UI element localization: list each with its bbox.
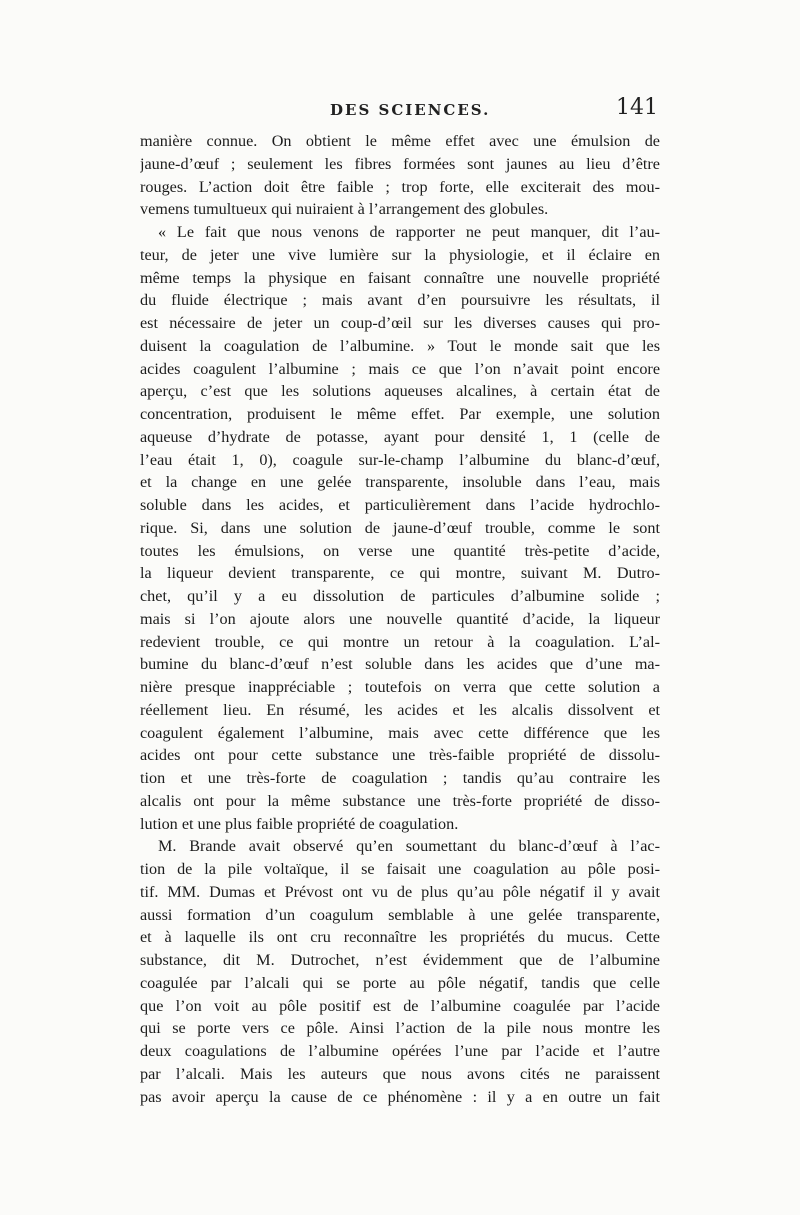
- text-line: que l’on voit au pôle positif est de l’albumine coagulée par l’acide: [140, 996, 660, 1015]
- text-line: lution et une plus faible propriété de coagulation.: [140, 814, 459, 833]
- text-line: redevient trouble, ce qui montre un retour à la coagulation. L’al-: [140, 632, 660, 651]
- text-line: rouges. L’action doit être faible ; trop forte, elle exciterait des mou-: [140, 177, 660, 196]
- text-line: coagulée par l’alcali qui se porte au pôle négatif, tandis que celle: [140, 973, 660, 992]
- text-line: acides coagulent l’albumine ; mais ce que l’on n’avait point encore: [140, 359, 660, 378]
- text-line: toutes les émulsions, on verse une quantité très-petite d’acide,: [140, 541, 660, 560]
- text-line: tion et une très-forte de coagulation ; tandis qu’au contraire les: [140, 769, 660, 787]
- body-text: [140, 130, 660, 1108]
- text-line: la liqueur devient transparente, ce qui montre, suivant M. Dutro-: [140, 564, 660, 583]
- text-line: et à laquelle ils ont cru reconnaître les propriétés du mucus. Cette: [140, 928, 660, 947]
- text-line: soluble dans les acides, et particulièrement dans l’acide hydrochlo-: [140, 496, 660, 514]
- text-line: deux coagulations de l’albumine opérées l’une par l’acide et l’autre: [140, 1042, 660, 1060]
- text-line: jaune-d’œuf ; seulement les fibres formées sont jaunes au lieu d’être: [140, 154, 660, 173]
- text-line: chet, qu’il y a eu dissolution de particules d’albumine solide ;: [140, 587, 660, 605]
- text-line: alcalis ont pour la même substance une très-forte propriété de disso-: [140, 791, 660, 810]
- text-line: pas avoir aperçu la cause de ce phénomène : il y a en outre un fait: [140, 1087, 660, 1106]
- page-header: [140, 95, 660, 125]
- text-line: substance, dit M. Dutrochet, n’est évidemment que de l’albumine: [140, 951, 660, 969]
- text-line: coagulent également l’albumine, mais avec cette différence que les: [140, 723, 660, 742]
- text-line: et la change en une gelée transparente, insoluble dans l’eau, mais: [140, 473, 660, 492]
- text-line: mais si l’on ajoute alors une nouvelle quantité d’acide, la liqueur: [140, 609, 660, 628]
- text-line: est nécessaire de jeter un coup-d’œil sur les diverses causes qui pro-: [140, 314, 660, 332]
- text-line: duisent la coagulation de l’albumine. » Tout le monde sait que les: [140, 336, 660, 355]
- text-line: « Le fait que nous venons de rapporter ne peut manquer, dit l’au-: [158, 223, 660, 241]
- text-line: bumine du blanc-d’œuf n’est soluble dans les acides que d’une ma-: [140, 655, 660, 674]
- text-line: aqueuse d’hydrate de potasse, ayant pour densité 1, 1 (celle de: [140, 427, 660, 446]
- running-head: DES SCIENCES.: [330, 101, 491, 119]
- text-line: même temps la physique en faisant connaître une nouvelle propriété: [140, 268, 660, 287]
- text-line: tion de la pile voltaïque, il se faisait une coagulation au pôle posi-: [140, 860, 660, 878]
- text-line: M. Brande avait observé qu’en soumettant du blanc-d’œuf à l’ac-: [158, 837, 660, 856]
- text-line: l’eau était 1, 0), coagule sur-le-champ l’albumine du blanc-d’œuf,: [140, 450, 660, 469]
- text-line: acides ont pour cette substance une très-faible propriété de dissolu-: [140, 746, 660, 765]
- text-line: teur, de jeter une vive lumière sur la physiologie, et il éclaire en: [140, 245, 660, 264]
- text-line: nière presque inappréciable ; toutefois on verra que cette solution a: [140, 678, 660, 696]
- text-line: aussi formation d’un coagulum semblable à une gelée transparente,: [140, 905, 660, 924]
- text-line: rique. Si, dans une solution de jaune-d’œuf trouble, comme le sont: [140, 518, 660, 537]
- text-line: par l’alcali. Mais les auteurs que nous avons cités ne paraissent: [140, 1064, 660, 1083]
- text-line: manière connue. On obtient le même effet avec une émulsion de: [140, 132, 660, 150]
- text-line: concentration, produisent le même effet. Par exemple, une solution: [140, 405, 660, 423]
- text-line: du fluide électrique ; mais avant d’en poursuivre les résultats, il: [140, 291, 660, 310]
- text-line: vemens tumultueux qui nuiraient à l’arrangement des globules.: [140, 200, 549, 219]
- page-number: 141: [616, 95, 658, 120]
- text-line: tif. MM. Dumas et Prévost ont vu de plus qu’au pôle négatif il y avait: [140, 882, 660, 901]
- text-line: aperçu, c’est que les solutions aqueuses alcalines, à certain état de: [140, 382, 660, 401]
- text-line: qui se porte vers ce pôle. Ainsi l’action de la pile nous montre les: [140, 1019, 660, 1038]
- text-line: réellement lieu. En résumé, les acides et les alcalis dissolvent et: [140, 700, 660, 719]
